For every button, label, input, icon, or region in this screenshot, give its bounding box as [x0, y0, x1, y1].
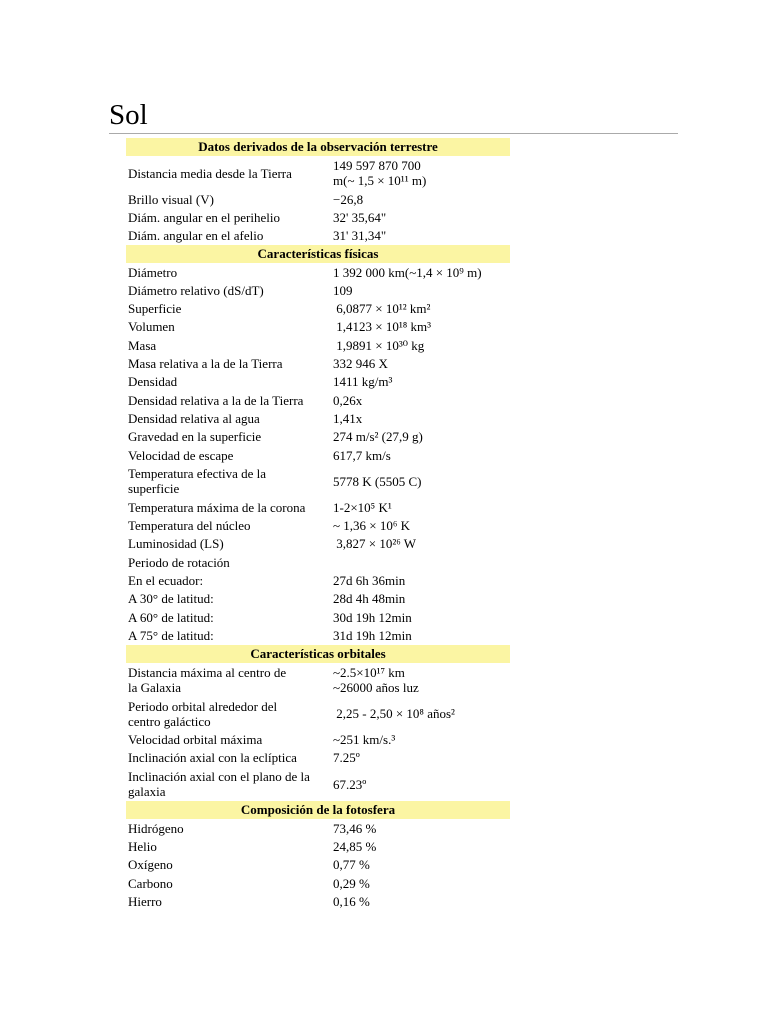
row-label: Helio	[128, 839, 157, 855]
row-label: Masa relativa a la de la Tierra	[128, 356, 283, 372]
row-label: En el ecuador:	[128, 572, 204, 588]
row-value: 274 m/s² (27,9 g)	[333, 429, 423, 445]
table-row	[126, 391, 510, 409]
title-divider	[109, 133, 678, 134]
row-label: Temperatura efectiva de la superficie	[128, 466, 267, 497]
table-row	[126, 535, 510, 553]
row-value: 0,16 %	[333, 893, 370, 909]
table-row	[126, 498, 510, 516]
table-row	[126, 663, 510, 697]
row-value: 31' 31,34"	[333, 228, 387, 244]
row-value: 1 392 000 km(~1,4 × 10⁹ m)	[333, 264, 482, 280]
row-value: 1-2×10⁵ K¹	[333, 499, 392, 515]
row-label: Temperatura máxima de la corona	[128, 499, 306, 515]
table-row	[126, 767, 510, 801]
row-label: Densidad relativa al agua	[128, 410, 260, 426]
table-row	[126, 336, 510, 354]
section-header: Características orbitales	[126, 645, 510, 663]
table-row	[126, 819, 510, 837]
row-label: Superficie	[128, 301, 182, 317]
table-row	[126, 281, 510, 299]
row-value: 1,9891 × 10³⁰ kg	[333, 337, 425, 353]
row-value: −26,8	[333, 191, 364, 207]
row-label: Volumen	[128, 319, 175, 335]
row-value: 1,41x	[333, 410, 363, 426]
table-row	[126, 354, 510, 372]
row-label: Brillo visual (V)	[128, 191, 214, 207]
row-value: 30d 19h 12min	[333, 609, 412, 625]
row-value: 0,77 %	[333, 857, 370, 873]
table-row	[126, 464, 510, 498]
row-value: 0,26x	[333, 392, 363, 408]
table-row	[126, 856, 510, 874]
row-value: 3,827 × 10²⁶ W	[333, 536, 417, 552]
row-label: Luminosidad (LS)	[128, 536, 224, 552]
row-label: A 30° de latitud:	[128, 591, 214, 607]
row-label: A 60° de latitud:	[128, 609, 214, 625]
infobox-table	[126, 138, 510, 911]
table-row	[126, 446, 510, 464]
row-label: Periodo orbital alrededor del centro galáctico	[128, 698, 278, 729]
row-label: Distancia media desde la Tierra	[128, 165, 292, 181]
table-row	[126, 156, 510, 190]
table-row	[126, 373, 510, 391]
table-row	[126, 227, 510, 245]
row-value: ~2.5×10¹⁷ km ~26000 años luz	[333, 664, 419, 695]
table-row	[126, 263, 510, 281]
row-label: Temperatura del núcleo	[128, 518, 251, 534]
table-row	[126, 428, 510, 446]
table-row	[126, 571, 510, 589]
table-row	[126, 590, 510, 608]
row-label: Inclinación axial con la eclíptica	[128, 750, 297, 766]
row-label: Carbono	[128, 875, 173, 891]
row-label: Diám. angular en el afelio	[128, 228, 264, 244]
table-row	[126, 608, 510, 626]
section-header: Datos derivados de la observación terrestre	[126, 138, 510, 156]
row-value: ~ 1,36 × 10⁶ K	[333, 518, 411, 534]
row-label: Hidrógeno	[128, 820, 184, 836]
row-value: 109	[333, 282, 353, 298]
row-value: 332 946 X	[333, 356, 388, 372]
row-label: Velocidad de escape	[128, 447, 234, 463]
row-value: 617,7 km/s	[333, 447, 391, 463]
row-value: 27d 6h 36min	[333, 572, 406, 588]
table-row	[126, 409, 510, 427]
table-row	[126, 516, 510, 534]
row-label: Masa	[128, 337, 157, 353]
row-value: 73,46 %	[333, 820, 377, 836]
row-value: 5778 K (5505 C)	[333, 473, 422, 489]
row-value: 7.25º	[333, 750, 360, 766]
section-header: Composición de la fotosfera	[126, 801, 510, 819]
row-value: 2,25 - 2,50 × 10⁸ años²	[333, 706, 455, 722]
row-label: Hierro	[128, 893, 162, 909]
row-label: Diámetro relativo (dS/dT)	[128, 282, 264, 298]
table-row	[126, 874, 510, 892]
row-label: Gravedad en la superficie	[128, 429, 262, 445]
row-label: Diámetro	[128, 264, 178, 280]
row-value: 28d 4h 48min	[333, 591, 406, 607]
table-row	[126, 190, 510, 208]
table-row	[126, 697, 510, 731]
row-label: Distancia máxima al centro de la Galaxia	[128, 664, 287, 695]
page-title: Sol	[109, 99, 148, 131]
row-value: 0,29 %	[333, 875, 370, 891]
row-value: 31d 19h 12min	[333, 627, 412, 643]
row-value: 1,4123 × 10¹⁸ km³	[333, 319, 432, 335]
table-row	[126, 553, 510, 571]
row-label: Inclinación axial con el plano de la galaxia	[128, 769, 310, 800]
row-value: 6,0877 × 10¹² km²	[333, 301, 431, 317]
table-row	[126, 892, 510, 910]
row-label: Periodo de rotación	[128, 554, 230, 570]
row-label: Densidad	[128, 374, 178, 390]
section-header: Características físicas	[126, 245, 510, 263]
row-value: 32' 35,64"	[333, 209, 387, 225]
table-row	[126, 837, 510, 855]
row-label: Oxígeno	[128, 857, 173, 873]
table-row	[126, 318, 510, 336]
row-value: 67.23º	[333, 776, 367, 792]
row-label: Densidad relativa a la de la Tierra	[128, 392, 304, 408]
row-label: Diám. angular en el perihelio	[128, 209, 280, 225]
row-value: 24,85 %	[333, 839, 377, 855]
table-row	[126, 626, 510, 644]
row-value: ~251 km/s.³	[333, 732, 396, 748]
table-row	[126, 731, 510, 749]
row-label: A 75° de latitud:	[128, 627, 214, 643]
table-row	[126, 208, 510, 226]
table-row	[126, 299, 510, 317]
row-label: Velocidad orbital máxima	[128, 732, 263, 748]
table-row	[126, 749, 510, 767]
row-value: 149 597 870 700 m(~ 1,5 × 10¹¹ m)	[333, 158, 427, 188]
row-value: 1411 kg/m³	[333, 374, 393, 390]
